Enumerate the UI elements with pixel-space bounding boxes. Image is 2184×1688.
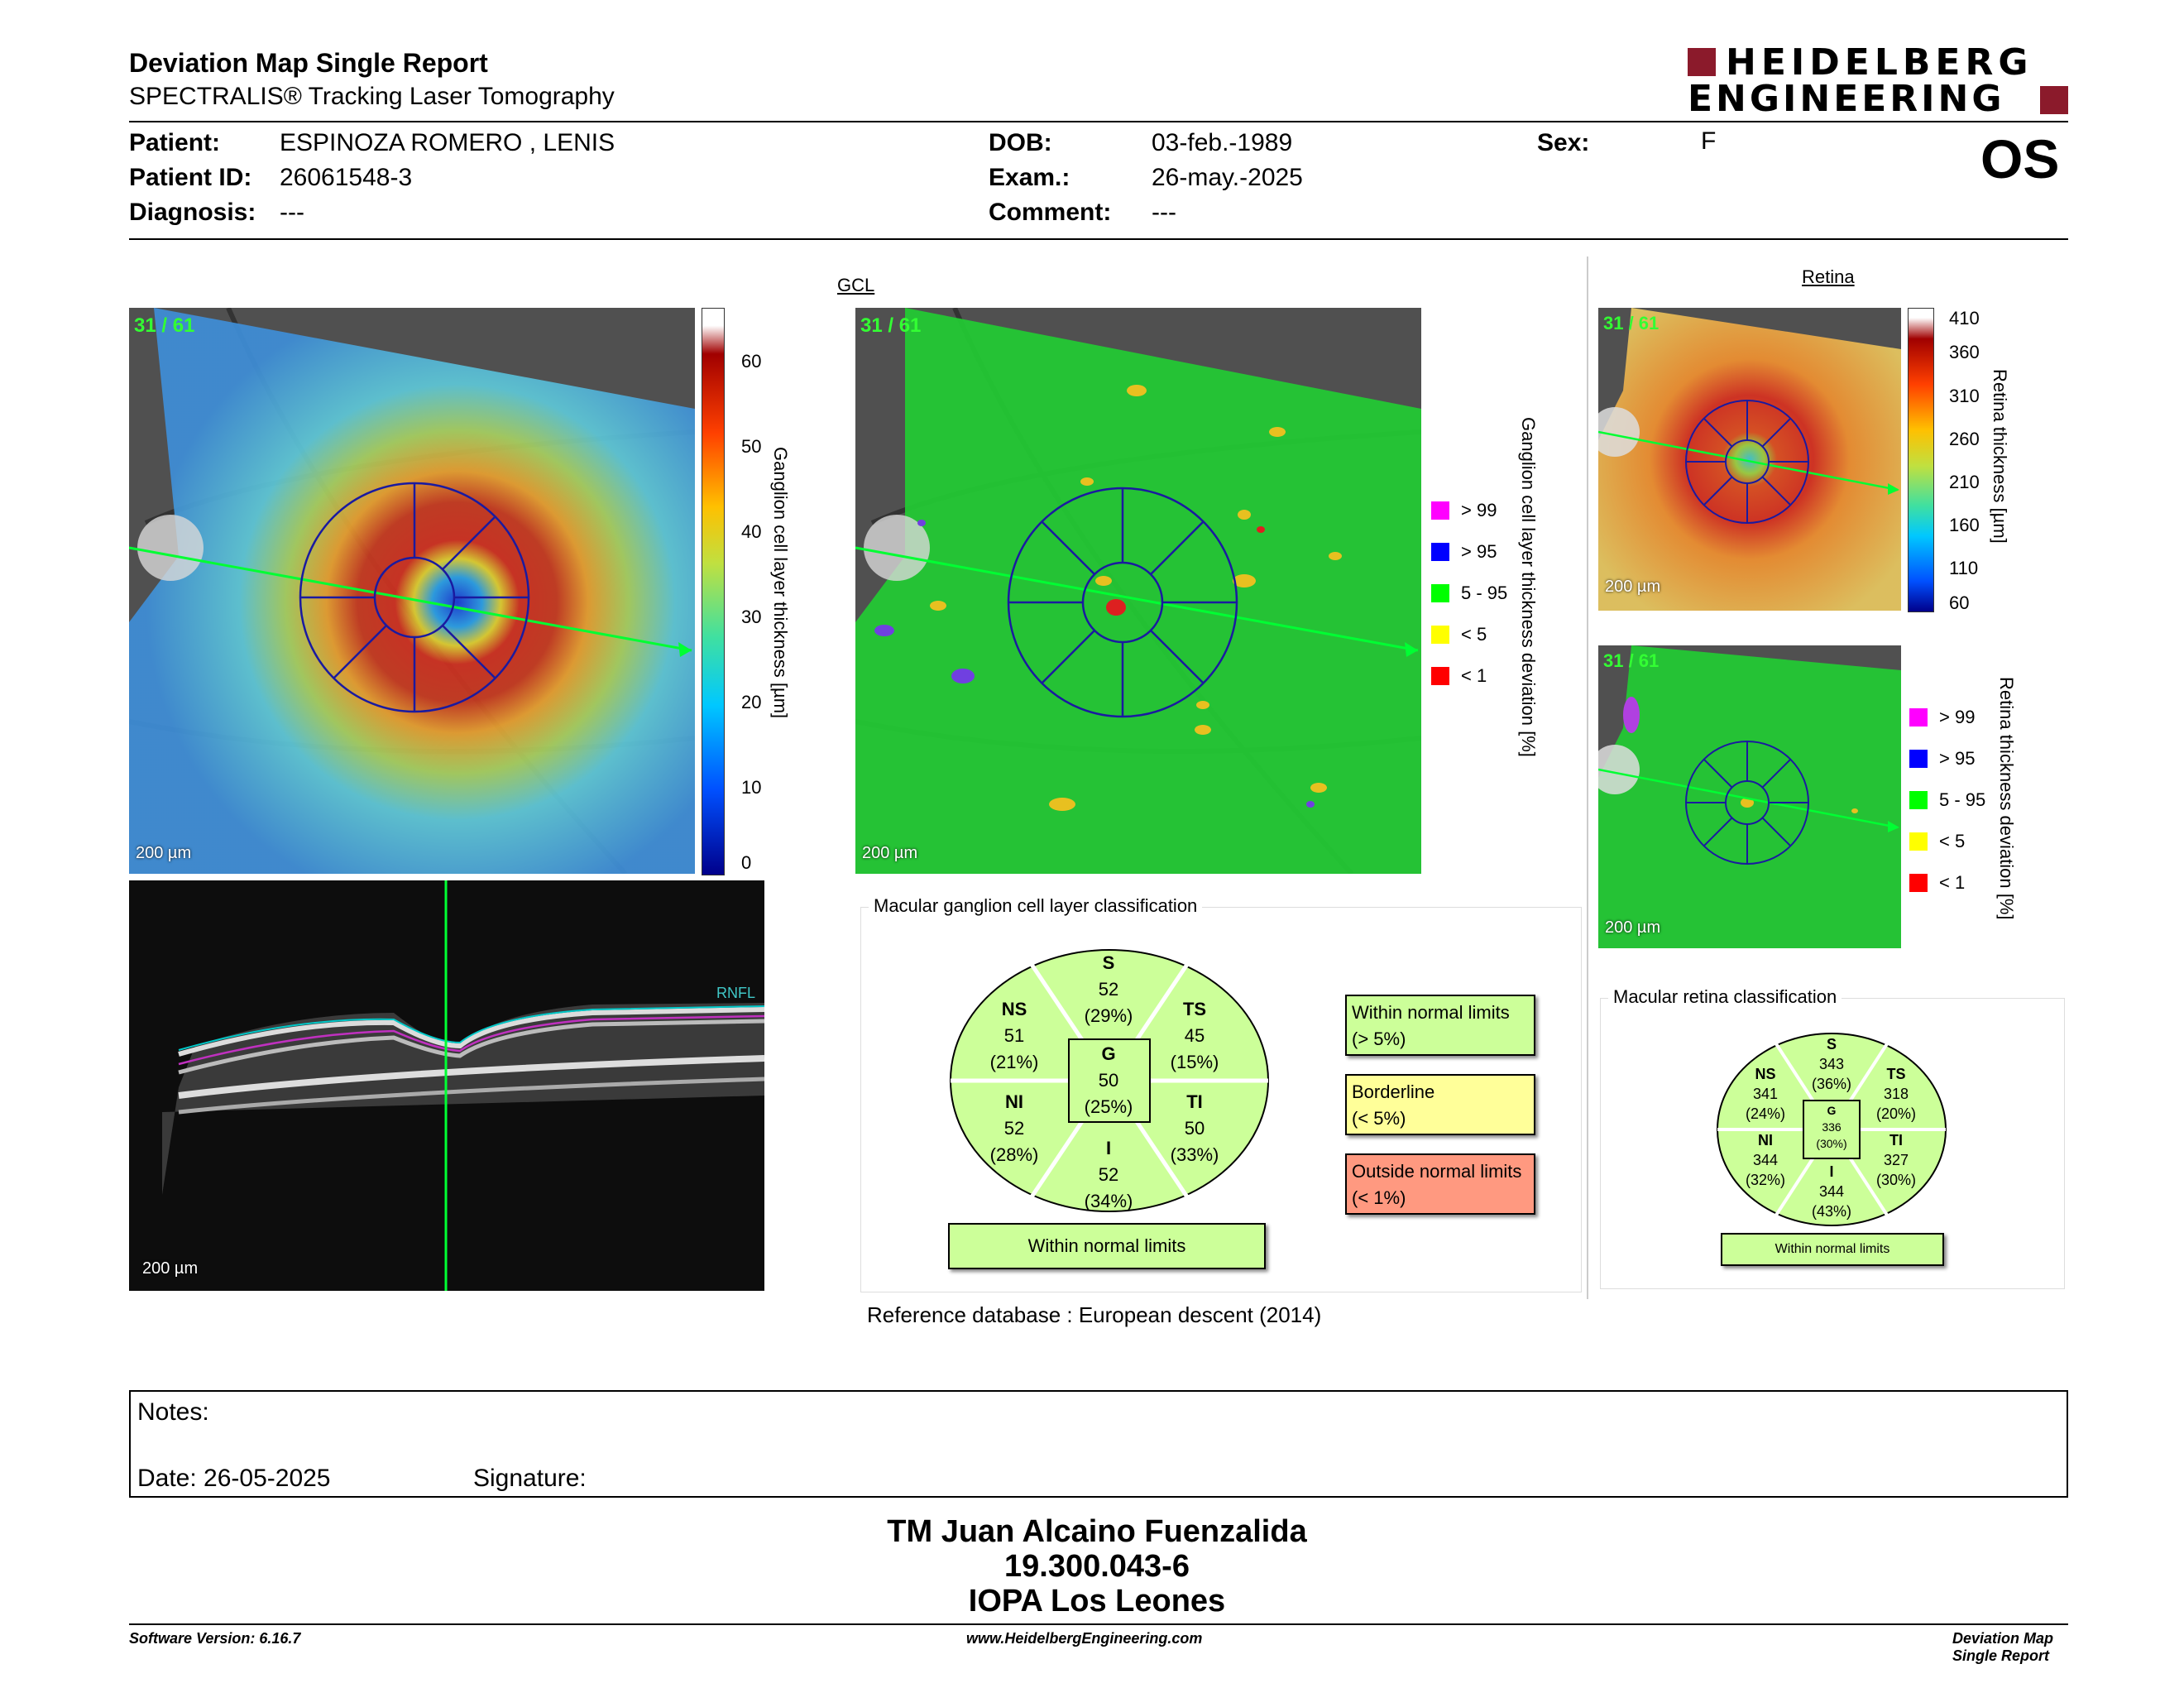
retina-sector-ns: NS 341 (24%) <box>1745 1066 1785 1122</box>
sex-label: Sex: <box>1537 129 1590 156</box>
legend-item: > 99 <box>1909 707 1975 728</box>
gcl-thickness-map <box>129 308 695 874</box>
report-title: Deviation Map Single Report <box>129 48 488 78</box>
oct-bscan-image <box>129 880 764 1291</box>
retina-thickness-map <box>1598 308 1901 611</box>
scale-bar: 200 µm <box>1605 918 1661 937</box>
legend-swatch <box>1431 584 1449 602</box>
oct-bscan <box>129 880 764 1291</box>
gcl-sector-ti: TI 50 (33%) <box>1170 1091 1219 1165</box>
legend-item: > 99 <box>1431 500 1497 521</box>
legend-item: > 95 <box>1431 541 1497 563</box>
legend-item: < 1 <box>1909 872 1965 894</box>
legend-swatch <box>1431 543 1449 561</box>
retina-sector-s: S 343 (36%) <box>1811 1036 1851 1092</box>
gcl-tick: 50 <box>741 436 762 457</box>
retina-thickness-colorbar <box>1908 308 1934 612</box>
eye-indicator: OS <box>1980 128 2060 189</box>
legend-item: < 5 <box>1431 624 1487 645</box>
frame-counter: 31 / 61 <box>860 314 922 337</box>
retina-sector-ti: TI 327 (30%) <box>1875 1132 1916 1188</box>
exam-value: 26-may.-2025 <box>1152 164 1303 191</box>
header-divider <box>129 121 2068 122</box>
frame-counter: 31 / 61 <box>1603 313 1660 333</box>
retina-sector-ni: NI 344 (32%) <box>1745 1132 1785 1188</box>
scale-bar: 200 µm <box>862 844 918 862</box>
retina-sector-i: I 344 (43%) <box>1811 1163 1851 1220</box>
retina-tick: 160 <box>1949 515 1980 535</box>
software-version: Software Version: 6.16.7 <box>129 1630 301 1647</box>
gcl-sector-ts: TS 45 (15%) <box>1170 999 1219 1072</box>
legend-item: < 1 <box>1431 665 1487 687</box>
sex-value: F <box>1701 127 1717 155</box>
frame-counter: 31 / 61 <box>1603 650 1660 671</box>
frame-counter: 31 / 61 <box>134 314 195 337</box>
website-link[interactable]: www.HeidelbergEngineering.com <box>966 1630 1203 1647</box>
gcl-thickness-colorbar <box>702 308 725 875</box>
notes-signature-label: Signature: <box>473 1465 587 1492</box>
gcl-sector-ni: NI 52 (28%) <box>989 1091 1039 1165</box>
gcl-tick: 60 <box>741 351 762 372</box>
legend-item: > 95 <box>1909 748 1975 770</box>
retina-label: Retina <box>1802 266 1855 287</box>
legend-item: 5 - 95 <box>1431 583 1507 604</box>
gcl-classification-title: Macular ganglion cell layer classification <box>869 895 1202 917</box>
retina-thickness-axis-label: Retina thickness [µm] <box>1990 369 2010 544</box>
heidelberg-logo: HEIDELBERG ENGINEERING <box>1688 45 2068 119</box>
legend-swatch <box>1909 750 1928 768</box>
retina-tick: 110 <box>1949 558 1979 578</box>
gcl-sector-s: S 52 (29%) <box>1084 952 1133 1026</box>
legend-swatch <box>1431 626 1449 644</box>
patient-id: 26061548-3 <box>280 164 413 191</box>
retina-sector-g: G 336 (30%) <box>1816 1104 1847 1150</box>
gcl-label: GCL <box>837 275 875 295</box>
gcl-deviation-map <box>855 308 1421 874</box>
patient-label: Patient: <box>129 129 221 156</box>
exam-label: Exam.: <box>989 164 1070 191</box>
patient-id-label: Patient ID: <box>129 164 252 191</box>
rnfl-label: RNFL <box>716 985 756 1001</box>
scale-bar: 200 µm <box>1605 578 1661 596</box>
patient-divider <box>129 238 2068 240</box>
gcl-tick: 10 <box>741 777 762 798</box>
notes-box <box>129 1390 2068 1498</box>
diagnosis-value: --- <box>280 199 304 226</box>
retina-deviation-axis-label: Retina thickness deviation [%] <box>1996 677 2017 920</box>
footer-divider <box>129 1623 2068 1625</box>
signer-name: TM Juan Alcaino Fuenzalida <box>887 1514 1307 1549</box>
legend-swatch <box>1909 791 1928 809</box>
retina-deviation-map-image <box>1598 645 1901 948</box>
legend-swatch <box>1909 874 1928 892</box>
legend-swatch <box>1909 708 1928 727</box>
comment-label: Comment: <box>989 199 1112 226</box>
retina-result-badge: Within normal limits <box>1721 1233 1944 1266</box>
legend-item: < 5 <box>1909 831 1965 852</box>
retina-thickness-map-image <box>1598 308 1901 611</box>
gcl-thickness-axis-label: Ganglion cell layer thickness [µm] <box>770 447 791 719</box>
gcl-tick: 40 <box>741 521 762 542</box>
footer-report-name: Deviation Map Single Report <box>1952 1630 2054 1664</box>
signer-institution: IOPA Los Leones <box>968 1584 1226 1618</box>
gcl-sector-i: I 52 (34%) <box>1084 1138 1133 1211</box>
patient-name: ESPINOZA ROMERO , LENIS <box>280 129 615 156</box>
dob-label: DOB: <box>989 129 1052 156</box>
scale-bar: 200 µm <box>142 1259 199 1278</box>
gcl-deviation-axis-label: Ganglion cell layer thickness deviation [%] <box>1518 417 1539 757</box>
retina-tick: 210 <box>1949 472 1980 492</box>
retina-tick: 60 <box>1949 592 1970 613</box>
retina-classification-title: Macular retina classification <box>1608 986 1842 1008</box>
gcl-tick: 0 <box>741 852 752 873</box>
legend-within: Within normal limits (> 5%) <box>1345 995 1535 1056</box>
diagnosis-label: Diagnosis: <box>129 199 256 226</box>
column-divider <box>1587 257 1588 1299</box>
retina-sector-ts: TS 318 (20%) <box>1875 1066 1916 1122</box>
reference-database: Reference database : European descent (2014) <box>867 1302 1322 1327</box>
notes-date: Date: 26-05-2025 <box>137 1465 331 1492</box>
gcl-result-badge: Within normal limits <box>948 1223 1266 1269</box>
legend-borderline: Borderline (< 5%) <box>1345 1074 1535 1135</box>
legend-outside: Outside normal limits (< 1%) <box>1345 1153 1535 1215</box>
notes-label: Notes: <box>137 1398 209 1426</box>
signer-id: 19.300.043-6 <box>1004 1549 1190 1584</box>
legend-swatch <box>1431 667 1449 685</box>
retina-tick: 260 <box>1949 429 1980 449</box>
comment-value: --- <box>1152 199 1176 226</box>
dob-value: 03-feb.-1989 <box>1152 129 1293 156</box>
gcl-thickness-map-image <box>129 308 695 874</box>
report-subtitle: SPECTRALIS® Tracking Laser Tomography <box>129 83 615 110</box>
retina-tick: 360 <box>1949 342 1980 362</box>
gcl-sector-g: G 50 (25%) <box>1084 1043 1133 1117</box>
scale-bar: 200 µm <box>136 844 192 862</box>
gcl-sector-ns: NS 51 (21%) <box>989 999 1039 1072</box>
legend-swatch <box>1431 501 1449 520</box>
retina-tick: 410 <box>1949 308 1980 328</box>
legend-swatch <box>1909 832 1928 851</box>
gcl-tick: 20 <box>741 692 762 712</box>
gcl-tick: 30 <box>741 607 762 627</box>
retina-deviation-map <box>1598 645 1901 948</box>
legend-item: 5 - 95 <box>1909 789 1985 811</box>
gcl-deviation-map-image <box>855 308 1421 874</box>
retina-tick: 310 <box>1949 386 1980 406</box>
